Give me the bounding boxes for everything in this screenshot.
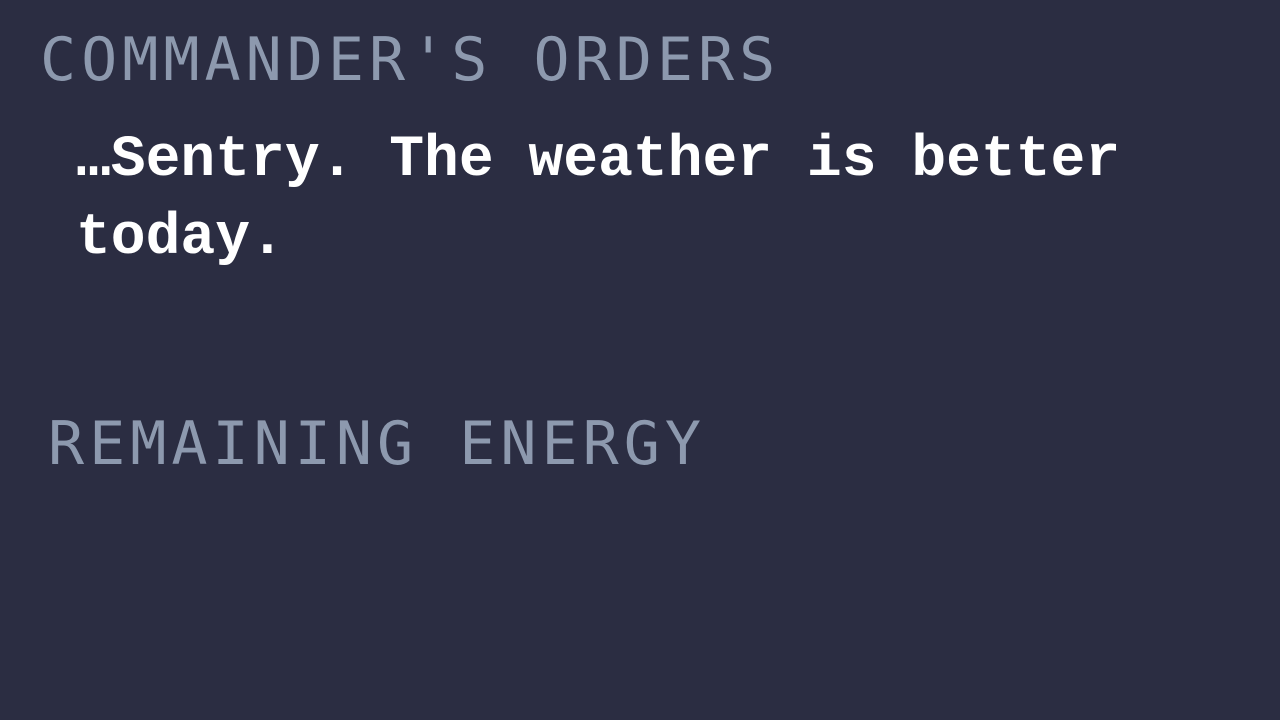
orders-message: …Sentry. The weather is better today. (76, 128, 1121, 271)
orders-heading: COMMANDER'S ORDERS (40, 25, 781, 95)
energy-heading: REMAINING ENERGY (48, 409, 706, 479)
